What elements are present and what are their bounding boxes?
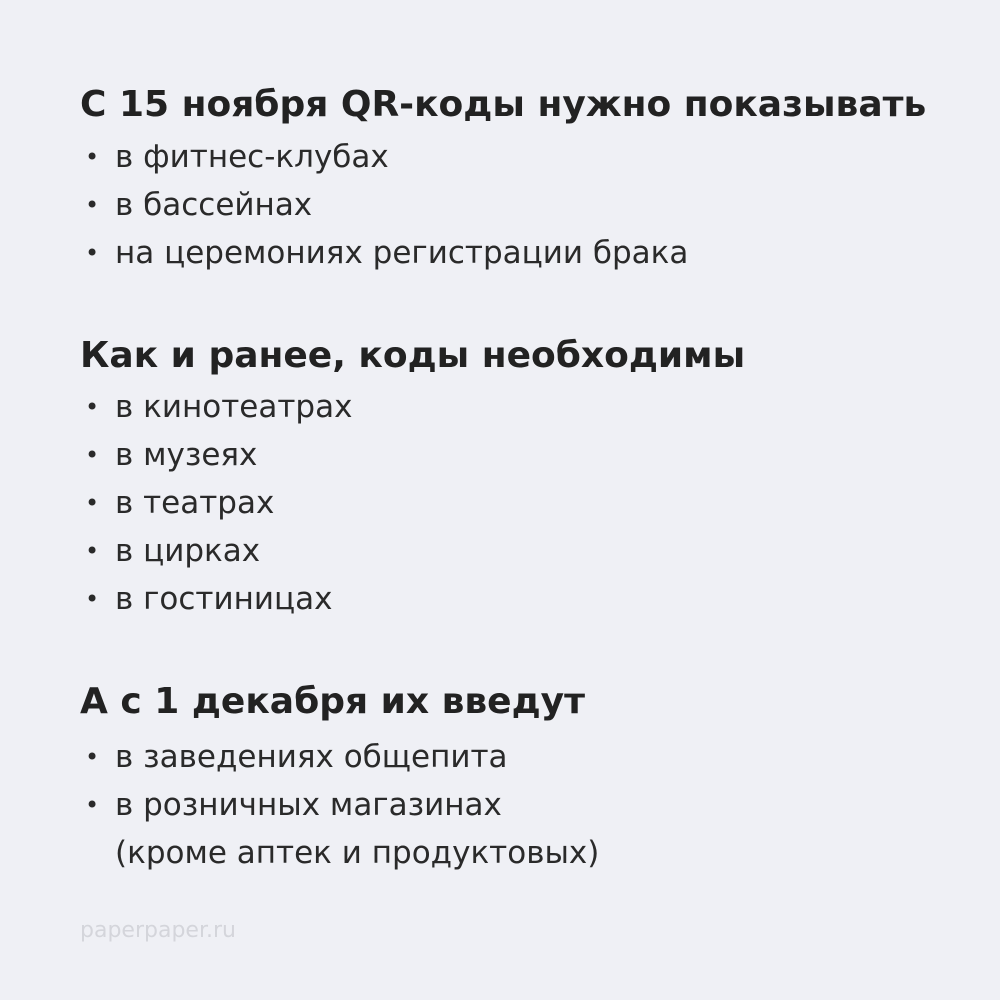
- list-item-text: в бассейнах: [115, 187, 313, 223]
- section-qr-from-nov-15: [80, 82, 960, 277]
- list-item: [80, 527, 960, 575]
- list-item-text: на церемониях регистрации брака: [115, 235, 689, 271]
- bullet-icon: •: [85, 143, 100, 171]
- bullet-icon: •: [85, 239, 100, 267]
- section-heading: Как и ранее, коды необходимы: [80, 335, 746, 376]
- list-item-text: в кинотеатрах: [115, 389, 353, 425]
- list-item-text: в фитнес-клубах: [115, 139, 389, 175]
- list-item: [80, 229, 960, 277]
- list-item: [80, 133, 960, 181]
- list-item-text: в розничных магазинах: [115, 787, 502, 823]
- list-item-text: в гостиницах: [115, 581, 333, 617]
- list-item-text: в заведениях общепита: [115, 739, 508, 775]
- bullet-icon: •: [85, 441, 100, 469]
- list-item-note: (кроме аптек и продуктовых): [115, 835, 600, 871]
- list-item: [80, 181, 960, 229]
- list-item-text: в цирках: [115, 533, 261, 569]
- section-heading: С 15 ноября QR-коды нужно показывать: [80, 84, 927, 125]
- bullet-list: [80, 133, 960, 277]
- bullet-icon: •: [85, 489, 100, 517]
- bullet-icon: •: [85, 393, 100, 421]
- list-item: [80, 781, 960, 877]
- section-codes-still-required: [80, 333, 960, 623]
- bullet-icon: •: [85, 791, 100, 819]
- section-from-dec-1: [80, 679, 960, 877]
- bullet-list: [80, 733, 960, 877]
- footer-source-link[interactable]: paperpaper.ru: [80, 918, 236, 943]
- bullet-icon: •: [85, 743, 100, 771]
- bullet-icon: •: [85, 191, 100, 219]
- list-item: [80, 575, 960, 623]
- section-heading: А с 1 декабря их введут: [80, 681, 585, 722]
- list-item-text: в музеях: [115, 437, 258, 473]
- list-item: [80, 733, 960, 781]
- list-item-text: в театрах: [115, 485, 275, 521]
- list-item: [80, 431, 960, 479]
- list-item: [80, 383, 960, 431]
- bullet-icon: •: [85, 585, 100, 613]
- list-item: [80, 479, 960, 527]
- bullet-icon: •: [85, 537, 100, 565]
- bullet-list: [80, 383, 960, 623]
